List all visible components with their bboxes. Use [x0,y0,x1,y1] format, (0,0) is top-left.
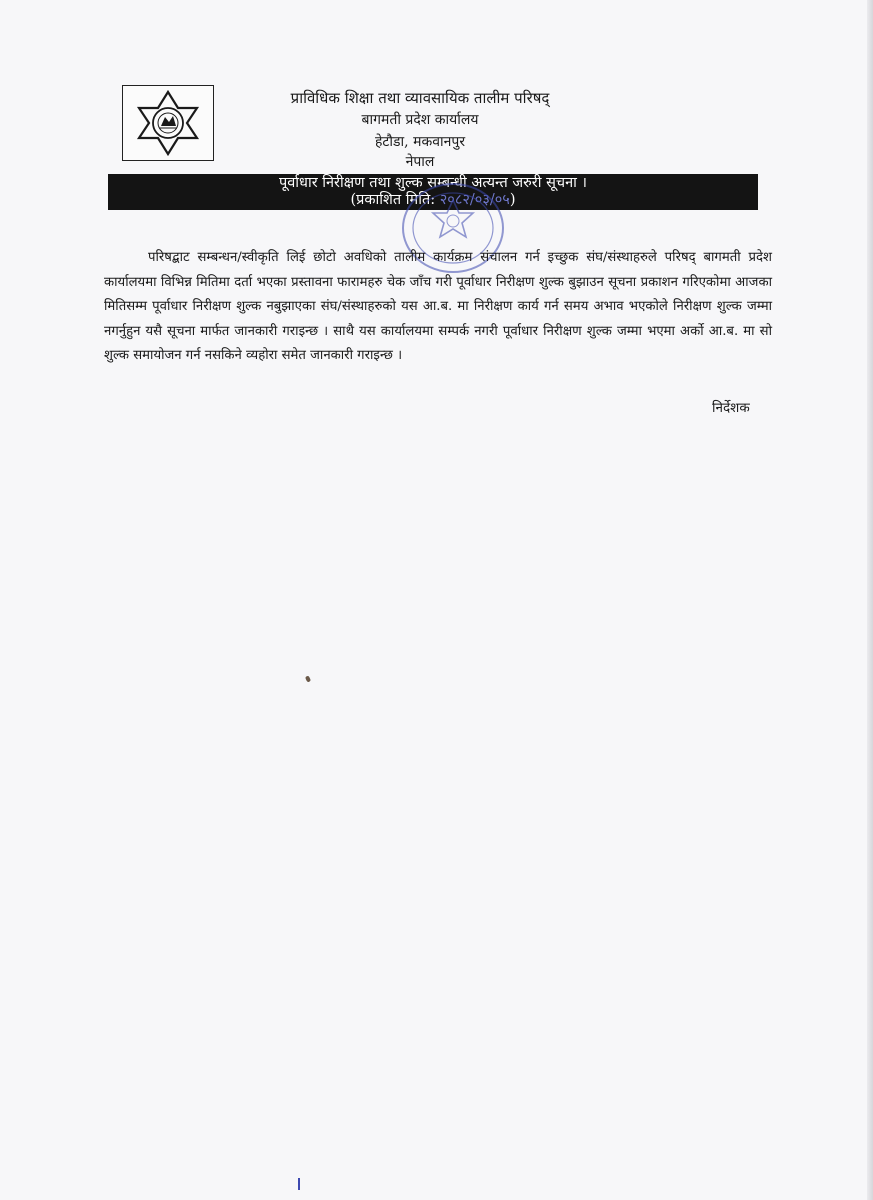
star-emblem-icon [123,86,213,160]
ink-mark [298,1178,300,1190]
notice-body [104,246,772,369]
organization-name: प्राविधिक शिक्षा तथा व्यावसायिक तालीम परिषद् [290,89,550,107]
signature-title: निर्देशक [712,400,750,416]
publish-date-prefix: (प्रकाशित मिति: [350,192,440,208]
page-edge [867,0,873,1200]
office-name: बागमती प्रदेश कार्यालय [361,112,479,128]
publish-date-suffix: ) [509,192,516,208]
country-name: नेपाल [405,154,435,170]
notice-title: पूर्वाधार निरीक्षण तथा शुल्क सम्बन्धी अत्यन्त जरुरी सूचना । [278,175,588,191]
office-location: हेटौडा, मकवानपुर [374,134,466,150]
ink-spot [305,675,311,682]
notice-paragraph: परिषद्बाट सम्बन्धन/स्वीकृति लिई छोटो अवधिको तालीम कार्यक्रम संचालन गर्न इच्छुक संघ/संस्थाहरुले परिषद् बागमती प्रदेश कार्यालयमा विभिन्न मितिमा दर्ता भएका प्रस्तावना फारामहरु चेक जाँच गरी पूर्वाधार निरीक्षण शुल्क बुझाउन सूचना प्रकाशन गरिएकोमा आजका मितिसम्म पूर्वाधार निरीक्षण शुल्क नबुझाएका संघ/संस्थाहरुको यस आ.ब. मा निरीक्षण कार्य गर्न समय अभाव भएकोले निरीक्षण शुल्क जम्मा नगर्नुहुन यसै सूचना मार्फत जानकारी गराइन्छ । साथै यस कार्यालयमा सम्पर्क नगरी पूर्वाधार निरीक्षण शुल्क जम्मा भएमा अर्को आ.ब. मा सो शुल्क समायोजन गर्न नसकिने व्यहोरा समेत जानकारी गराइन्छ । [104,250,773,363]
organization-logo [122,85,214,161]
publish-date-value: २०८२/०३/०५ [439,192,510,208]
